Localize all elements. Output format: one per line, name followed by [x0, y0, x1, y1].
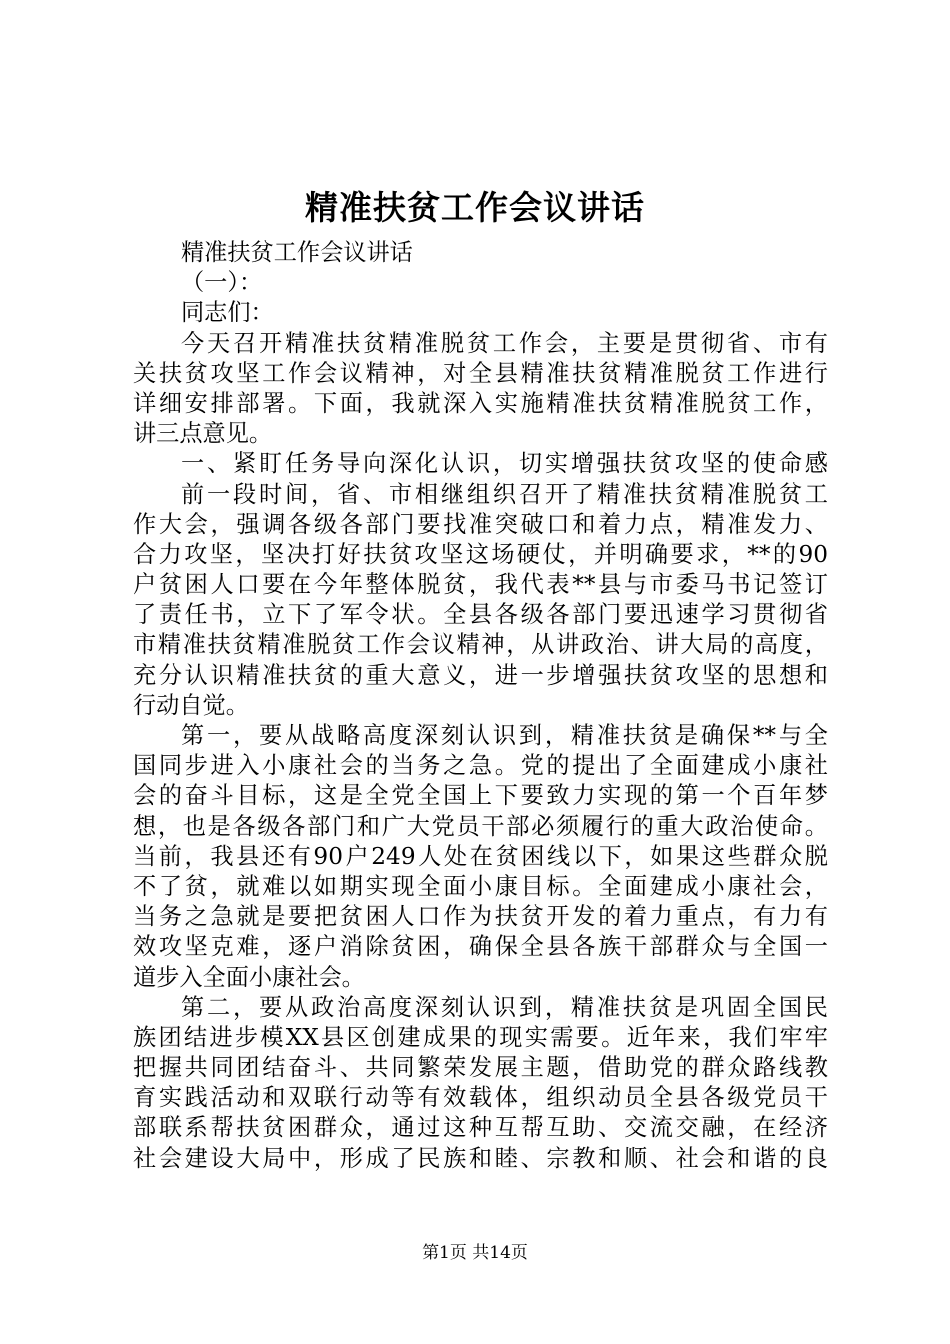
paragraph-line: 不了贫，就难以如期实现全面小康目标。全面建成小康社会， [133, 872, 828, 900]
paragraph-line: 精准扶贫工作会议讲话 [181, 239, 413, 266]
paragraph-line: 族团结进步模XX县区创建成果的现实需要。近年来，我们牢牢 [133, 1023, 828, 1051]
paragraph-line: 行动自觉。 [133, 691, 249, 719]
paragraph-line: 合力攻坚，坚决打好扶贫攻坚这场硬仗，并明确要求，**的90 [133, 540, 828, 568]
paragraph-line: 讲三点意见。 [133, 420, 273, 448]
paragraph-line: 今天召开精准扶贫精准脱贫工作会，主要是贯彻省、市有 [181, 329, 828, 357]
paragraph-line: 国同步进入小康社会的当务之急。党的提出了全面建成小康社 [133, 752, 828, 780]
paragraph-line: 育实践活动和双联行动等有效载体，组织动员全县各级党员干 [133, 1084, 828, 1112]
document-body [133, 238, 828, 1174]
paragraph-line: 部联系帮扶贫困群众，通过这种互帮互助、交流交融，在经济 [133, 1114, 828, 1142]
paragraph-line: 社会建设大局中，形成了民族和睦、宗教和顺、社会和谐的良 [133, 1144, 828, 1172]
paragraph-line: 会的奋斗目标，这是全党全国上下要致力实现的第一个百年梦 [133, 782, 828, 810]
paragraph-line: 想，也是各级各部门和广大党员干部必须履行的重大政治使命。 [133, 812, 828, 840]
paragraph-line: 道步入全面小康社会。 [133, 963, 365, 991]
paragraph-line: 详细安排部署。下面，我就深入实施精准扶贫精准脱贫工作， [133, 389, 828, 417]
paragraph-line: 关扶贫攻坚工作会议精神，对全县精准扶贫精准脱贫工作进行 [133, 359, 828, 387]
paragraph-line: 一、紧盯任务导向深化认识，切实增强扶贫攻坚的使命感 [181, 450, 828, 478]
page-footer: 第1页 共14页 [422, 1243, 528, 1263]
paragraph-line: 前一段时间，省、市相继组织召开了精准扶贫精准脱贫工 [181, 480, 828, 508]
paragraph-line: 了责任书，立下了军令状。全县各级各部门要迅速学习贯彻省 [133, 601, 828, 629]
paragraph-line: 当前，我县还有90户249人处在贫困线以下，如果这些群众脱 [133, 842, 828, 870]
paragraph-line: 同志们： [181, 299, 274, 327]
document-title: 精准扶贫工作会议讲话 [305, 188, 645, 227]
paragraph-line: 当务之急就是要把贫困人口作为扶贫开发的着力重点，有力有 [133, 903, 828, 931]
paragraph-line: 户贫困人口要在今年整体脱贫，我代表**县与市委马书记签订 [133, 571, 828, 599]
paragraph-line: 作大会，强调各级各部门要找准突破口和着力点，精准发力、 [133, 510, 828, 538]
paragraph-line: 效攻坚克难，逐户消除贫困，确保全县各族干部群众与全国一 [133, 933, 828, 961]
paragraph-line: 把握共同团结奋斗、共同繁荣发展主题，借助党的群众路线教 [133, 1054, 828, 1082]
paragraph-line: 市精准扶贫精准脱贫工作会议精神，从讲政治、讲大局的高度， [133, 631, 828, 659]
paragraph-line: 第一，要从战略高度深刻认识到，精准扶贫是确保**与全 [181, 722, 828, 749]
paragraph-line: 充分认识精准扶贫的重大意义，进一步增强扶贫攻坚的思想和 [133, 661, 828, 689]
paragraph-line: （一）： [181, 269, 263, 297]
paragraph-line: 第二，要从政治高度深刻认识到，精准扶贫是巩固全国民 [181, 993, 828, 1021]
